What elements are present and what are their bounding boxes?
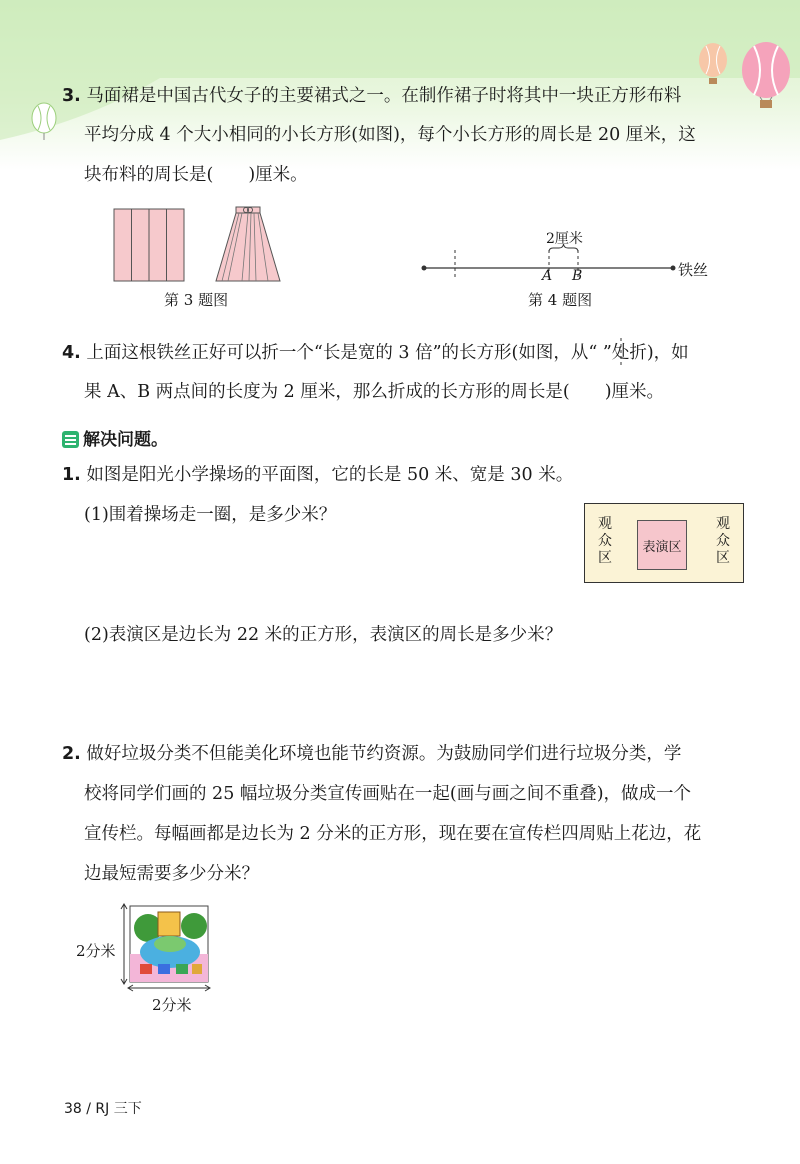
- p2-text-2: 校将同学们画的 25 幅垃圾分类宣传画贴在一起(画与画之间不重叠)，做成一个: [84, 784, 692, 804]
- q3-fabric-figure: [112, 205, 272, 285]
- skirt-icon: [216, 207, 280, 281]
- p2-text-1: 做好垃圾分类不但能美化环境也能节约资源。为鼓励同学们进行垃圾分类，学: [86, 744, 682, 764]
- q4-figure-caption: 第 4 题图: [528, 291, 593, 309]
- q4-point-b: B: [572, 268, 583, 284]
- p2-line1: [62, 744, 681, 764]
- fold-mark-symbol: [618, 338, 624, 366]
- q4-text-2: 果 A、B 两点间的长度为 2 厘米，那么折成的长方形的周长是( )厘米。: [84, 382, 665, 402]
- q4-line1: [62, 343, 689, 363]
- poster-picture-icon: [130, 906, 208, 982]
- p2-text-3: 宣传栏。每幅画都是边长为 2 分米的正方形，现在要在宣传栏四周贴上花边，花: [84, 824, 702, 844]
- balloon-icon-right-large: [742, 42, 790, 108]
- wire-end-right: [671, 266, 676, 271]
- poster-figure: [118, 904, 218, 994]
- section-title: 解决问题。: [83, 430, 168, 450]
- p1-number: 1.: [62, 465, 81, 485]
- p2-number: 2.: [62, 744, 81, 764]
- q3-text-2: 平均分成 4 个大小相同的小长方形(如图)，每个小长方形的周长是 20 厘米，这: [84, 125, 696, 145]
- q3-text-3: 块布料的周长是( )厘米。: [84, 165, 308, 185]
- q3-number: 3.: [62, 86, 81, 106]
- audience-area-left: 观 众 区: [598, 516, 612, 566]
- q3-figure-caption: 第 3 题图: [164, 291, 229, 309]
- q4-text-1: 上面这根铁丝正好可以折一个“长是宽的 3 倍”的长方形(如图，从“ ”处折)，如: [86, 343, 689, 363]
- q3-line1: [62, 86, 681, 106]
- p2-text-4: 边最短需要多少分米？: [84, 864, 259, 884]
- p1-line1: [62, 465, 573, 485]
- p1-sub2: (2)表演区是边长为 22 米的正方形，表演区的周长是多少米？: [84, 625, 563, 645]
- wire-end-left: [422, 266, 427, 271]
- performance-area: 表演区: [637, 520, 687, 570]
- audience-area-right: 观 众 区: [716, 516, 730, 566]
- playground-plan: [584, 503, 744, 583]
- dim-label-left: 2分米: [76, 942, 116, 960]
- p1-text-1: 如图是阳光小学操场的平面图，它的长是 50 米、宽是 30 米。: [86, 465, 574, 485]
- section-list-icon: [62, 431, 79, 448]
- section-header: [62, 425, 168, 450]
- p1-sub1: (1)围着操场走一圈，是多少米？: [84, 505, 337, 525]
- page-footer: 38 / RJ 三下: [64, 1101, 142, 1117]
- q4-number: 4.: [62, 343, 81, 363]
- q4-wire-label: 铁丝: [678, 261, 709, 279]
- q4-length-label: 2厘米: [546, 231, 583, 247]
- balloon-icon-left: [32, 103, 56, 140]
- q3-text-1: 马面裙是中国古代女子的主要裙式之一。在制作裙子时将其中一块正方形布料: [86, 86, 682, 106]
- q4-point-a: A: [542, 268, 553, 284]
- dim-label-bottom: 2分米: [152, 996, 192, 1014]
